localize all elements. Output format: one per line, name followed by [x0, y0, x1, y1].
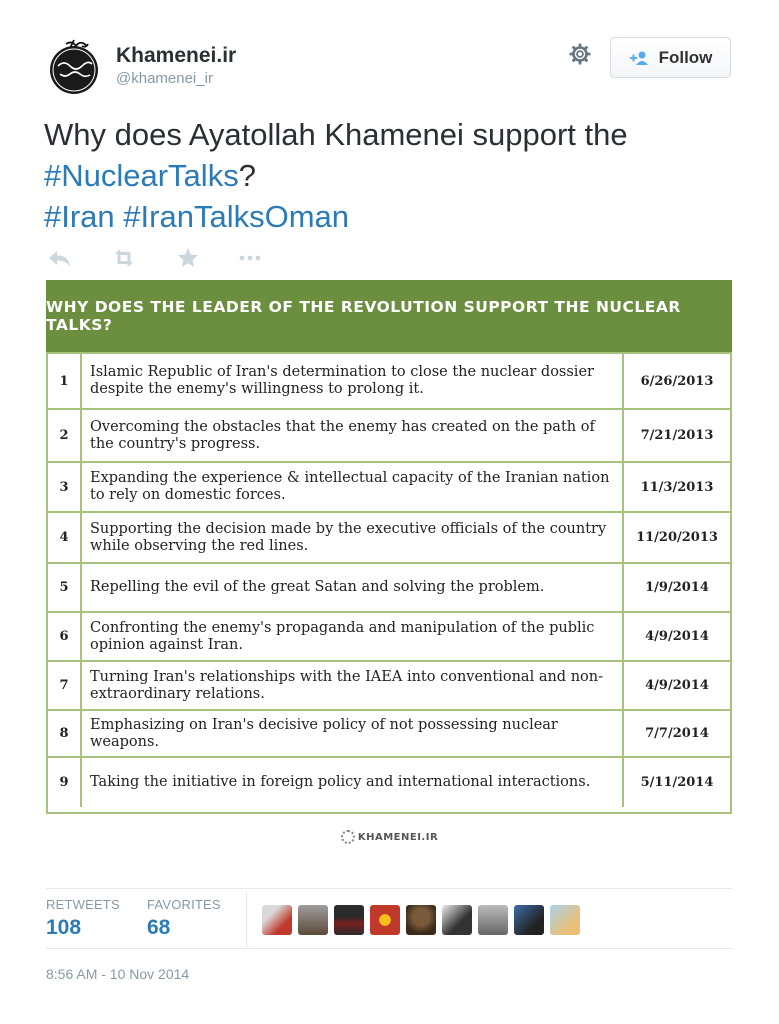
- row-date: 1/9/2014: [622, 564, 730, 611]
- favoriter-avatar[interactable]: [406, 905, 436, 935]
- retweets-count: 108: [46, 916, 82, 939]
- row-date: 11/3/2013: [622, 463, 730, 511]
- tweet-line-2: [44, 155, 744, 196]
- row-number: 9: [48, 758, 82, 807]
- infographic-row: [48, 354, 730, 410]
- row-description: Islamic Republic of Iran's determination to close the nuclear dossier despite the enemy's willingness to prolong it.: [90, 364, 594, 397]
- hashtag-iran-talks-oman[interactable]: #IranTalksOman: [123, 199, 350, 234]
- infographic-logo-text: KHAMENEI.IR: [357, 832, 439, 843]
- row-description: Repelling the evil of the great Satan and solving the problem.: [90, 579, 545, 595]
- row-description: Supporting the decision made by the executive officials of the country while observing the red lines.: [90, 520, 607, 554]
- row-number: 1: [48, 354, 82, 408]
- author-info[interactable]: [116, 44, 236, 87]
- tweet-stats: [46, 897, 732, 947]
- favoriter-avatar[interactable]: [514, 905, 544, 935]
- row-number: 7: [48, 662, 82, 709]
- infographic-row: [48, 564, 730, 613]
- favoriter-avatar[interactable]: [334, 905, 364, 935]
- row-number: 2: [48, 410, 82, 461]
- retweets-stat[interactable]: [46, 897, 120, 940]
- row-date: 11/20/2013: [622, 513, 730, 562]
- hashtag-nuclear-talks[interactable]: #NuclearTalks: [44, 158, 239, 193]
- favorite-icon[interactable]: [174, 246, 202, 270]
- row-number: 5: [48, 564, 82, 611]
- more-icon[interactable]: [236, 246, 264, 270]
- row-date: 7/21/2013: [622, 410, 730, 461]
- infographic-header: [46, 280, 732, 352]
- row-description: Overcoming the obstacles that the enemy has created on the path of the country's progress.: [90, 418, 595, 452]
- infographic-row: [48, 463, 730, 513]
- tweet-header: [44, 34, 734, 94]
- row-description: Emphasizing on Iran's decisive policy of not possessing nuclear weapons.: [90, 716, 558, 750]
- row-description: Turning Iran's relationships with the IAEA into conventional and non-extraordinary relations.: [90, 668, 603, 702]
- follow-button[interactable]: [610, 37, 731, 78]
- logo-mark-icon: [341, 830, 355, 844]
- tweet-media-infographic[interactable]: [46, 280, 732, 814]
- author-fullname[interactable]: Khamenei.ir: [116, 44, 237, 67]
- infographic-row: [48, 662, 730, 711]
- row-number: 4: [48, 513, 82, 562]
- infographic-row: [48, 613, 730, 662]
- favoriter-avatar[interactable]: [298, 905, 328, 935]
- stats-separator: [246, 892, 247, 948]
- favoriter-avatar[interactable]: [478, 905, 508, 935]
- favorites-label: FAVORITES: [147, 897, 221, 912]
- row-date: 4/9/2014: [622, 613, 730, 660]
- tweet-text: [44, 114, 744, 237]
- favorites-stat[interactable]: [147, 897, 221, 940]
- infographic-logo: [0, 830, 779, 844]
- row-number: 3: [48, 463, 82, 511]
- favoriter-avatar[interactable]: [370, 905, 400, 935]
- row-number: 6: [48, 613, 82, 660]
- follow-person-icon: [629, 50, 651, 66]
- row-date: 5/11/2014: [622, 758, 730, 807]
- favoriter-avatar[interactable]: [550, 905, 580, 935]
- gear-icon[interactable]: [568, 42, 592, 66]
- infographic-row: [48, 711, 730, 758]
- row-date: 6/26/2013: [622, 354, 730, 408]
- infographic-row: [48, 410, 730, 463]
- follow-label: Follow: [658, 47, 713, 67]
- reply-icon[interactable]: [46, 246, 74, 270]
- retweet-icon[interactable]: [110, 246, 138, 270]
- infographic-row: [48, 513, 730, 564]
- infographic-row: [48, 758, 730, 807]
- infographic-title: WHY DOES THE LEADER OF THE REVOLUTION SUPPORT THE NUCLEAR TALKS?: [46, 298, 681, 334]
- tweet-line-3: [44, 196, 744, 237]
- row-date: 4/9/2014: [622, 662, 730, 709]
- favoriter-avatar[interactable]: [262, 905, 292, 935]
- row-description: Confronting the enemy's propaganda and manipulation of the public opinion against Iran.: [90, 619, 595, 653]
- row-description: Expanding the experience & intellectual capacity of the Iranian nation to rely on domestic forces.: [90, 470, 610, 503]
- question-mark: ?: [238, 158, 256, 193]
- stats-divider-bottom: [46, 948, 732, 949]
- tweet-line-1: Why does Ayatollah Khamenei support the: [44, 117, 628, 152]
- favorites-count: 68: [147, 916, 171, 939]
- favoriter-avatar[interactable]: [442, 905, 472, 935]
- row-number: 8: [48, 711, 82, 756]
- row-date: 7/7/2014: [622, 711, 730, 756]
- tweet-timestamp[interactable]: 8:56 AM - 10 Nov 2014: [46, 966, 190, 982]
- author-handle[interactable]: @khamenei_ir: [116, 70, 213, 87]
- retweets-label: RETWEETS: [46, 897, 120, 912]
- row-description: Taking the initiative in foreign policy and international interactions.: [90, 774, 591, 790]
- stats-divider-top: [46, 888, 732, 889]
- infographic-table: [46, 352, 732, 814]
- hashtag-iran[interactable]: #Iran: [44, 199, 115, 234]
- avatar[interactable]: [44, 36, 104, 96]
